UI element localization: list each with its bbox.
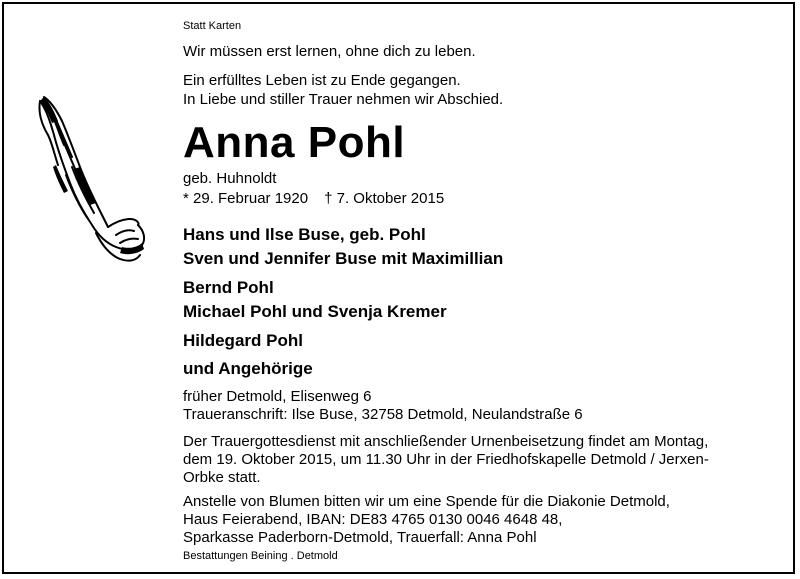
quote-line: Wir müssen erst lernen, ohne dich zu leben.: [183, 43, 476, 60]
service-line: Der Trauergottesdienst mit anschließender Urnenbeisetzung findet am Montag,: [183, 433, 709, 450]
maiden-name: geb. Huhnoldt: [183, 170, 277, 187]
praying-hands-icon: [36, 95, 146, 263]
funeral-home: Bestattungen Beining . Detmold: [183, 550, 338, 562]
mourner-line: und Angehörige: [183, 359, 313, 378]
mourning-address: Traueranschrift: Ilse Buse, 32758 Detmold, Neulandstraße 6: [183, 406, 583, 423]
donation-line: Sparkasse Paderborn-Detmold, Trauerfall: Anna Pohl: [183, 529, 537, 546]
donation-line: Haus Feierabend, IBAN: DE83 4765 0130 0046 4648 48,: [183, 511, 563, 528]
service-line: Orbke statt.: [183, 469, 261, 486]
verse-line-1: Ein erfülltes Leben ist zu Ende gegangen.: [183, 72, 461, 89]
mourner-line: Bernd Pohl: [183, 278, 274, 297]
deceased-name: Anna Pohl: [183, 118, 406, 167]
former-address: früher Detmold, Elisenweg 6: [183, 388, 372, 405]
service-line: dem 19. Oktober 2015, um 11.30 Uhr in der Friedhofskapelle Detmold / Jerxen-: [183, 451, 709, 468]
header-note: Statt Karten: [183, 20, 242, 32]
mourner-line: Hans und Ilse Buse, geb. Pohl: [183, 225, 426, 244]
verse-line-2: In Liebe und stiller Trauer nehmen wir Abschied.: [183, 91, 504, 108]
mourner-line: Sven und Jennifer Buse mit Maximillian: [183, 249, 504, 268]
birth-date: * 29. Februar 1920: [183, 190, 309, 207]
donation-line: Anstelle von Blumen bitten wir um eine Spende für die Diakonie Detmold,: [183, 493, 670, 510]
death-date: † 7. Oktober 2015: [324, 190, 445, 207]
mourner-line: Michael Pohl und Svenja Kremer: [183, 302, 447, 321]
mourner-line: Hildegard Pohl: [183, 331, 303, 350]
life-dates: [183, 191, 444, 206]
